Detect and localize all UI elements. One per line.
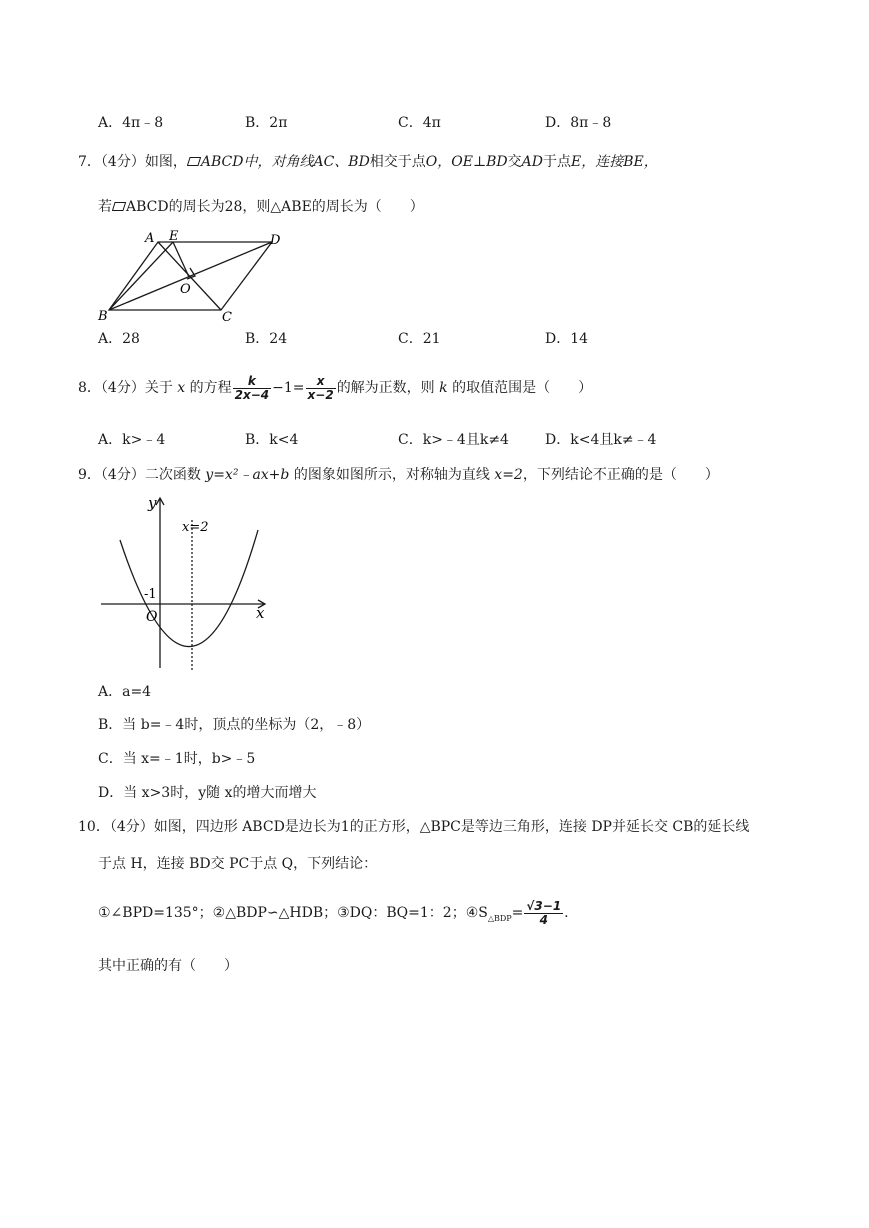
label-o: O [180, 282, 191, 297]
q9-option-b: B．当 b=﹣4时，顶点的坐标为（2，﹣8） [98, 717, 371, 733]
q7-score: （4分） [100, 154, 145, 170]
q7-text: ABCD中，对角线 [200, 154, 314, 170]
q7-text: 若 [98, 199, 112, 215]
label-d: D [270, 233, 281, 248]
q10-text: 如图，四边形 ABCD是边长为1的正方形，△BPC是等边三角形，连接 DP并延长交 CB的延长线 [153, 819, 750, 835]
q7-text: BE， [623, 154, 658, 170]
q9-expression: y=x²﹣ax+b [205, 467, 290, 483]
q9-option-d: D．当 x>3时，y随 x的增大而增大 [98, 785, 317, 801]
q7-text: 交 [507, 154, 522, 170]
origin-label: O [146, 609, 158, 625]
q10-stem-line1 [78, 818, 749, 836]
q7-text: AD [521, 154, 543, 170]
q7-stem-line2 [98, 198, 424, 216]
q10-stem-line2: 于点 H，连接 BD交 PC于点 Q，下列结论： [98, 856, 378, 872]
q7-option-d: D．14 [545, 331, 589, 347]
q6-option-c: C．4π [398, 115, 441, 131]
q7-text: E，连接 [571, 154, 624, 170]
q10-frac-numerator: √3−1 [526, 898, 562, 913]
q10-fraction [524, 900, 563, 927]
y-label: y [148, 494, 157, 512]
q10-text: . [564, 905, 569, 921]
q9-parabola-figure [98, 490, 273, 672]
q8-frac2-numerator: x [306, 375, 336, 389]
q10-frac-denominator: 4 [539, 912, 548, 927]
q8-frac1-denominator: 2x−4 [234, 387, 270, 402]
q8-text: 的方程 [189, 380, 232, 396]
q7-text: 相交于点 [369, 154, 426, 170]
q7-text: 于点 [543, 154, 571, 170]
q7-option-c: C．21 [398, 331, 441, 347]
q8-fraction-2 [306, 375, 336, 402]
label-b: B [98, 309, 108, 324]
q8-option-a: A．k>﹣4 [98, 432, 166, 448]
q8-frac1-numerator: k [233, 375, 272, 389]
segment-oe [173, 242, 189, 277]
x-label: x [256, 604, 265, 622]
q8-var-x: x [177, 380, 186, 396]
q7-stem-line1 [78, 153, 658, 171]
q9-stem [78, 466, 719, 484]
label-e: E [169, 229, 179, 244]
q8-option-c: C．k>﹣4且k≠4 [398, 432, 509, 448]
q9-number: 9． [78, 467, 101, 483]
q7-text: 如图， [144, 154, 187, 170]
q8-frac2-denominator: x−2 [307, 387, 334, 402]
q8-fraction-1 [233, 375, 272, 402]
axis-label: x=2 [182, 520, 209, 535]
q8-var-k: k [439, 380, 448, 396]
q7-option-b: B．24 [245, 331, 288, 347]
q10-stem-line4: 其中正确的有（ ） [98, 958, 238, 974]
q10-subscript: △BDP [487, 913, 512, 923]
q9-axis: x=2 [494, 467, 523, 483]
neg-one-label: -1 [144, 587, 157, 602]
parabola-curve [120, 530, 258, 647]
q8-option-d: D．k<4且k≠﹣4 [545, 432, 657, 448]
q8-number: 8． [78, 380, 101, 396]
label-c: C [222, 310, 232, 325]
q9-option-a: A．a=4 [98, 684, 152, 700]
q6-option-b: B．2π [245, 115, 288, 131]
q10-text: = [511, 905, 524, 921]
q10-text: ①∠BPD=135°；②△BDP∽△HDB；③DQ：BQ=1：2；④S [98, 905, 488, 921]
q7-number: 7． [78, 154, 101, 170]
label-a: A [145, 231, 155, 246]
q6-option-a: A．4π﹣8 [98, 115, 164, 131]
q9-text: ，下列结论不正确的是（ ） [522, 467, 719, 483]
parallelogram-icon [112, 202, 126, 211]
q8-text: −1= [272, 380, 305, 396]
q8-score: （4分） [100, 380, 145, 396]
q10-number: 10． [78, 819, 110, 835]
q7-text: AC、BD [313, 154, 370, 170]
q9-option-c: C．当 x=﹣1时，b>﹣5 [98, 751, 256, 767]
q9-text: 的图象如图所示，对称轴为直线 [293, 467, 490, 483]
q10-score: （4分） [109, 819, 154, 835]
q8-stem [78, 373, 592, 403]
parallelogram-icon [187, 157, 201, 166]
q7-text: ABCD的周长为28，则△ABE的周长为（ ） [126, 199, 424, 215]
q6-option-d: D．8π﹣8 [545, 115, 612, 131]
q7-parallelogram-figure [92, 224, 292, 328]
q7-text: O，OE⊥BD [425, 154, 508, 170]
q7-option-a: A．28 [98, 331, 140, 347]
q8-text: 的取值范围是（ ） [452, 380, 593, 396]
q8-text: 关于 [144, 380, 173, 396]
segment-be [109, 242, 173, 310]
q9-score: （4分） [100, 467, 145, 483]
q10-conclusions [98, 898, 569, 934]
q8-option-b: B．k<4 [245, 432, 299, 448]
q8-text: 的解为正数，则 [336, 380, 435, 396]
q9-text: 二次函数 [144, 467, 201, 483]
